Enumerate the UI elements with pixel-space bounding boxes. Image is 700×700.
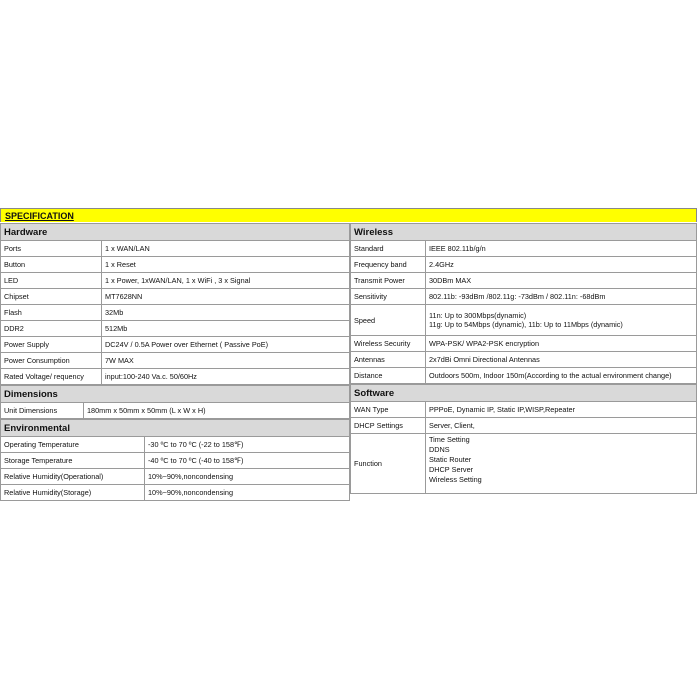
spec-label: Chipset bbox=[1, 289, 102, 305]
spec-value: -30 ºC to 70 ºC (-22 to 158℉) bbox=[145, 437, 350, 453]
spec-label: Antennas bbox=[351, 352, 426, 368]
table-row bbox=[351, 257, 697, 273]
spec-value: -40 ºC to 70 ºC (-40 to 158℉) bbox=[145, 453, 350, 469]
spec-value: 1 x Power, 1xWAN/LAN, 1 x WiFi , 3 x Signal bbox=[102, 273, 350, 289]
table-row bbox=[351, 241, 697, 257]
spec-value: PPPoE, Dynamic IP, Static IP,WISP,Repeater bbox=[426, 402, 697, 418]
spec-value: 32Mb bbox=[102, 305, 350, 321]
table-row bbox=[1, 289, 350, 305]
spec-value: 512Mb bbox=[102, 321, 350, 337]
spec-label: Relative Humidity(Storage) bbox=[1, 485, 145, 501]
table-row bbox=[1, 369, 350, 385]
spec-value: Outdoors 500m, Indoor 150m(According to the actual environment change) bbox=[426, 368, 697, 384]
table-row bbox=[1, 403, 350, 419]
table-row bbox=[351, 289, 697, 305]
spec-label: Transmit Power bbox=[351, 273, 426, 289]
spec-value: input:100-240 Va.c. 50/60Hz bbox=[102, 369, 350, 385]
software-heading: Software bbox=[351, 385, 697, 402]
table-row bbox=[351, 434, 697, 494]
function-item: DDNS bbox=[429, 445, 450, 454]
table-row bbox=[1, 337, 350, 353]
spec-label: LED bbox=[1, 273, 102, 289]
spec-value: Server, Client, bbox=[426, 418, 697, 434]
spec-label: Speed bbox=[351, 305, 426, 336]
spec-value: DC24V / 0.5A Power over Ethernet ( Passive PoE) bbox=[102, 337, 350, 353]
spec-label: WAN Type bbox=[351, 402, 426, 418]
spec-value: 1 x Reset bbox=[102, 257, 350, 273]
function-item: Wireless Setting bbox=[429, 475, 482, 484]
table-row bbox=[351, 418, 697, 434]
spec-label: Relative Humidity(Operational) bbox=[1, 469, 145, 485]
left-column bbox=[0, 223, 350, 501]
table-row bbox=[1, 305, 350, 321]
spec-label: Ports bbox=[1, 241, 102, 257]
spec-label: Standard bbox=[351, 241, 426, 257]
hardware-table bbox=[0, 223, 350, 385]
right-column bbox=[350, 223, 697, 494]
hardware-heading: Hardware bbox=[1, 224, 350, 241]
spec-value: 2.4GHz bbox=[426, 257, 697, 273]
function-item: Static Router bbox=[429, 455, 472, 464]
table-row bbox=[1, 453, 350, 469]
speed-line: 11g: Up to 54Mbps (dynamic), 11b: Up to 11Mbps (dynamic) bbox=[429, 320, 623, 329]
spec-label: Distance bbox=[351, 368, 426, 384]
spec-label: Unit Dimensions bbox=[1, 403, 84, 419]
spec-value: IEEE 802.11b/g/n bbox=[426, 241, 697, 257]
table-row bbox=[351, 352, 697, 368]
spec-value: 10%~90%,noncondensing bbox=[145, 485, 350, 501]
spec-value: 1 x WAN/LAN bbox=[102, 241, 350, 257]
spec-value: WPA-PSK/ WPA2-PSK encryption bbox=[426, 336, 697, 352]
spec-label: DDR2 bbox=[1, 321, 102, 337]
table-row bbox=[1, 485, 350, 501]
dimensions-table bbox=[0, 385, 350, 419]
spec-label: Power Consumption bbox=[1, 353, 102, 369]
table-row bbox=[351, 336, 697, 352]
spec-label: Flash bbox=[1, 305, 102, 321]
wireless-heading: Wireless bbox=[351, 224, 697, 241]
spec-label: Operating Temperature bbox=[1, 437, 145, 453]
table-row bbox=[351, 368, 697, 384]
spec-label: Sensitivity bbox=[351, 289, 426, 305]
specification-sheet bbox=[0, 208, 699, 497]
spec-value: 180mm x 50mm x 50mm (L x W x H) bbox=[84, 403, 350, 419]
spec-value: 2x7dBi Omni Directional Antennas bbox=[426, 352, 697, 368]
spec-label: DHCP Settings bbox=[351, 418, 426, 434]
table-row bbox=[1, 321, 350, 337]
function-item: Time Setting bbox=[429, 435, 470, 444]
spec-label: Button bbox=[1, 257, 102, 273]
function-list bbox=[426, 434, 697, 494]
table-row bbox=[1, 437, 350, 453]
spec-label: Power Supply bbox=[1, 337, 102, 353]
table-row bbox=[351, 305, 697, 336]
table-row bbox=[1, 469, 350, 485]
spec-value: 30DBm MAX bbox=[426, 273, 697, 289]
spec-label: Storage Temperature bbox=[1, 453, 145, 469]
specification-banner: SPECIFICATION bbox=[0, 208, 697, 222]
speed-value bbox=[426, 305, 697, 336]
speed-line: 11n: Up to 300Mbps(dynamic) bbox=[429, 310, 527, 320]
table-row bbox=[1, 273, 350, 289]
spec-value: 10%~90%,noncondensing bbox=[145, 469, 350, 485]
spec-value: 802.11b: -93dBm /802.11g: -73dBm / 802.11n: -68dBm bbox=[426, 289, 697, 305]
table-row bbox=[351, 402, 697, 418]
software-table bbox=[350, 384, 697, 494]
spec-label: Wireless Security bbox=[351, 336, 426, 352]
environmental-heading: Environmental bbox=[1, 420, 350, 437]
table-row bbox=[1, 257, 350, 273]
environmental-table bbox=[0, 419, 350, 501]
spec-label: Function bbox=[351, 434, 426, 494]
function-item: DHCP Server bbox=[429, 465, 474, 474]
spec-label: Frequency band bbox=[351, 257, 426, 273]
table-row bbox=[351, 273, 697, 289]
spec-label: Rated Voltage/ requency bbox=[1, 369, 102, 385]
table-row bbox=[1, 241, 350, 257]
wireless-table bbox=[350, 223, 697, 384]
spec-value: 7W MAX bbox=[102, 353, 350, 369]
table-row bbox=[1, 353, 350, 369]
dimensions-heading: Dimensions bbox=[1, 386, 350, 403]
spec-value: MT7628NN bbox=[102, 289, 350, 305]
